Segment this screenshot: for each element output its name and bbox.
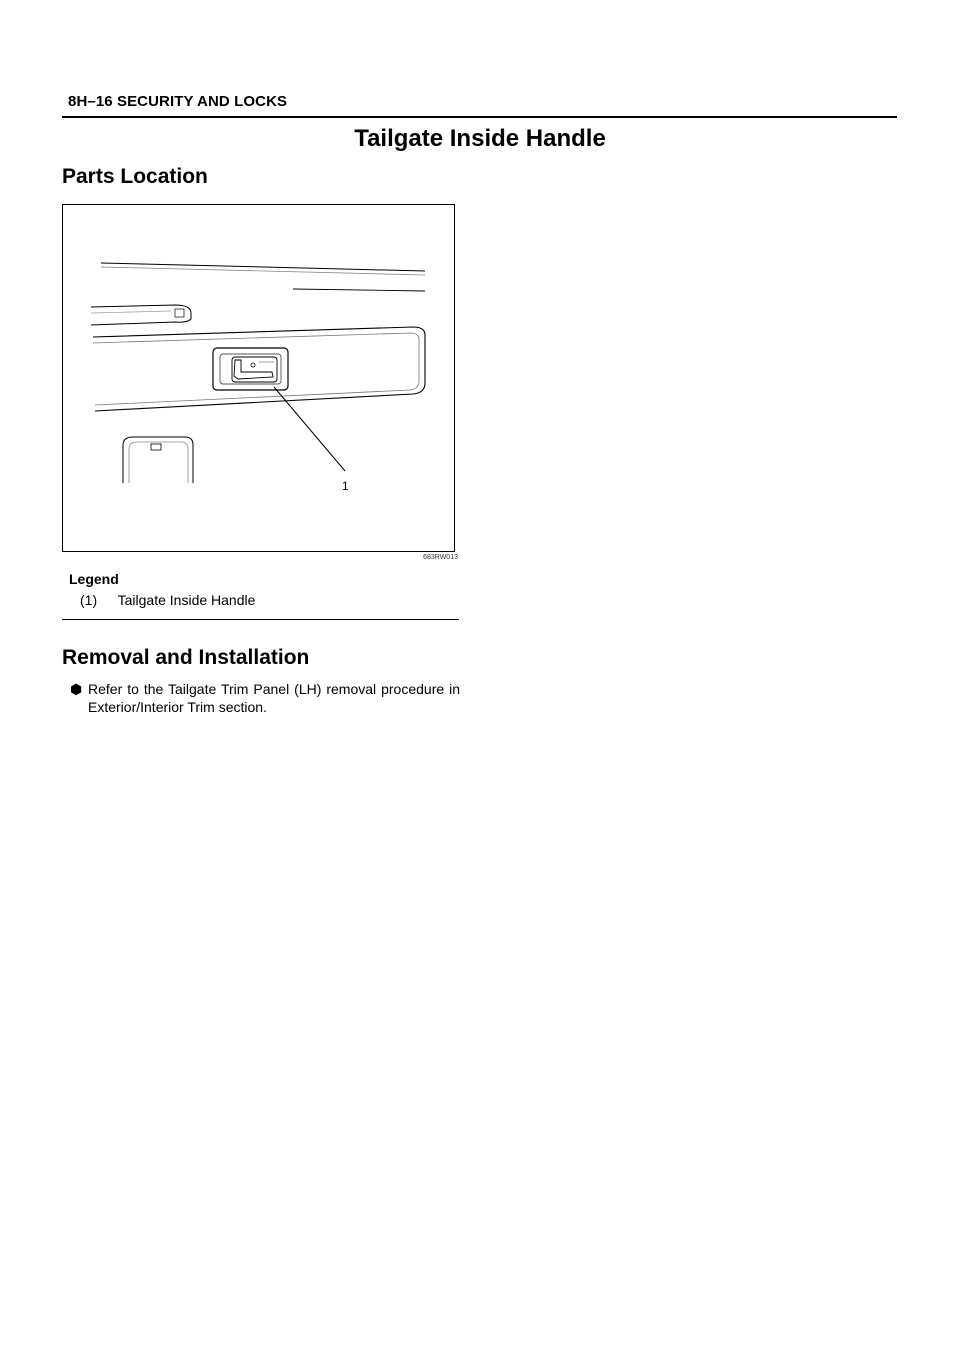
- legend-heading: Legend: [69, 571, 119, 587]
- bullet-text: Refer to the Tailgate Trim Panel (LH) removal procedure in Exterior/Interior Trim section.: [88, 681, 460, 715]
- header-divider: [62, 116, 897, 118]
- circle-bullet-icon: ⬢: [70, 681, 83, 697]
- page-title: Tailgate Inside Handle: [354, 125, 606, 152]
- legend-item: [80, 592, 255, 608]
- bullet-list-item: [68, 680, 460, 716]
- parts-location-figure: [62, 204, 455, 552]
- legend-item-label: Tailgate Inside Handle: [117, 592, 256, 608]
- parts-location-heading: Parts Location: [62, 165, 208, 188]
- running-header: 8H–16 SECURITY AND LOCKS: [68, 93, 288, 110]
- tailgate-illustration: [63, 205, 455, 552]
- removal-installation-heading: Removal and Installation: [62, 646, 310, 669]
- legend-divider: [62, 619, 459, 620]
- legend-item-number: (1): [80, 592, 98, 608]
- callout-number: 1: [342, 479, 349, 493]
- figure-code: 683RW013: [423, 554, 458, 561]
